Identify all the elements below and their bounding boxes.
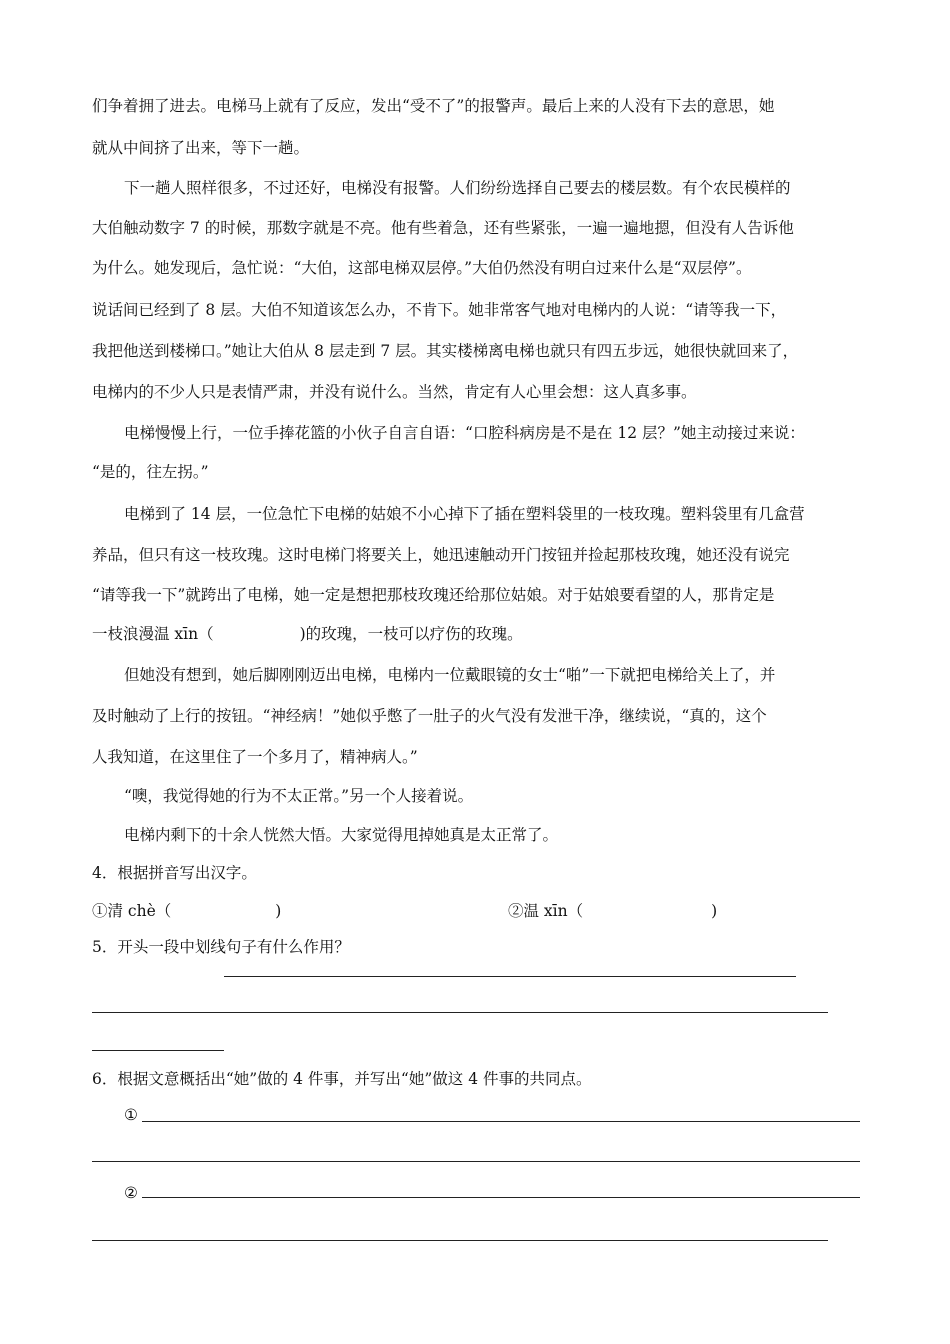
- passage-line: 及时触动了上行的按钮。“神经病！”她似乎憋了一肚子的火气没有发泄干净，继续说，“真的，这个: [92, 707, 767, 725]
- passage-line: 就从中间挤了出来，等下一趟。: [92, 139, 310, 157]
- passage-line: 大伯触动数字 7 的时候，那数字就是不亮。他有些着急，还有些紧张，一遍一遍地摁，但没有人告诉他: [92, 219, 794, 237]
- answer-line[interactable]: [92, 1012, 828, 1013]
- answer-line[interactable]: [224, 976, 796, 977]
- answer-line[interactable]: [142, 1121, 860, 1122]
- answer-line[interactable]: [92, 1161, 860, 1162]
- passage-line: 我把他送到楼梯口。”她让大伯从 8 层走到 7 层。其实楼梯离电梯也就只有四五步远，她很快就回来了，: [92, 342, 799, 360]
- answer-line[interactable]: [92, 1240, 828, 1241]
- question-6-item-1: ①: [124, 1106, 138, 1124]
- passage-line: 但她没有想到，她后脚刚刚迈出电梯，电梯内一位戴眼镜的女士“啪”一下就把电梯给关上了，并: [124, 666, 776, 684]
- question-4-item-1: ①清 chè（ ): [92, 902, 282, 920]
- passage-line-blank: [92, 624, 523, 644]
- passage-line: 电梯内的不少人只是表情严肃，并没有说什么。当然，肯定有人心里会想：这人真多事。: [92, 383, 697, 401]
- passage-line: “是的，往左拐。”: [92, 463, 209, 481]
- question-6-item-2: ②: [124, 1184, 138, 1202]
- question-5: 5．开头一段中划线句子有什么作用？: [92, 938, 350, 956]
- passage-line: 一枝浪漫温 xīn（: [92, 625, 214, 643]
- question-4: 4．根据拼音写出汉字。: [92, 864, 257, 882]
- passage-line: 电梯到了 14 层，一位急忙下电梯的姑娘不小心掉下了插在塑料袋里的一枝玫瑰。塑料袋里有几盒营: [124, 505, 805, 523]
- question-6: 6．根据文意概括出“她”做的 4 件事，并写出“她”做这 4 件事的共同点。: [92, 1070, 592, 1088]
- passage-line: “请等我一下”就跨出了电梯，她一定是想把那枝玫瑰还给那位姑娘。对于姑娘要看望的人，那肯定是: [92, 586, 775, 604]
- passage-line: 说话间已经到了 8 层。大伯不知道该怎么办，不肯下。她非常客气地对电梯内的人说：“请等我一下，: [92, 301, 787, 319]
- passage-line: 为什么。她发现后，急忙说：“大伯，这部电梯双层停。”大伯仍然没有明白过来什么是“双层停”。: [92, 259, 752, 277]
- question-4-item-2: ②温 xīn（ ): [508, 902, 718, 920]
- passage-line: 人我知道，在这里住了一个多月了，精神病人。”: [92, 748, 418, 766]
- answer-line[interactable]: [142, 1197, 860, 1198]
- passage-line: 们争着拥了进去。电梯马上就有了反应，发出“受不了”的报警声。最后上来的人没有下去的意思，她: [92, 97, 775, 115]
- passage-line: 电梯慢慢上行，一位手捧花篮的小伙子自言自语：“口腔科病房是不是在 12 层？”她主动接过来说：: [124, 424, 805, 442]
- passage-line: )的玫瑰，一枝可以疗伤的玫瑰。: [299, 625, 523, 643]
- answer-line[interactable]: [92, 1050, 224, 1051]
- passage-line: 下一趟人照样很多，不过还好，电梯没有报警。人们纷纷选择自己要去的楼层数。有个农民模样的: [124, 179, 791, 197]
- passage-line: 电梯内剩下的十余人恍然大悟。大家觉得甩掉她真是太正常了。: [124, 826, 559, 844]
- passage-line: “噢，我觉得她的行为不太正常。”另一个人接着说。: [124, 787, 474, 805]
- passage-line: 养品，但只有这一枝玫瑰。这时电梯门将要关上，她迅速触动开门按钮并捡起那枝玫瑰，她还没有说完: [92, 546, 790, 564]
